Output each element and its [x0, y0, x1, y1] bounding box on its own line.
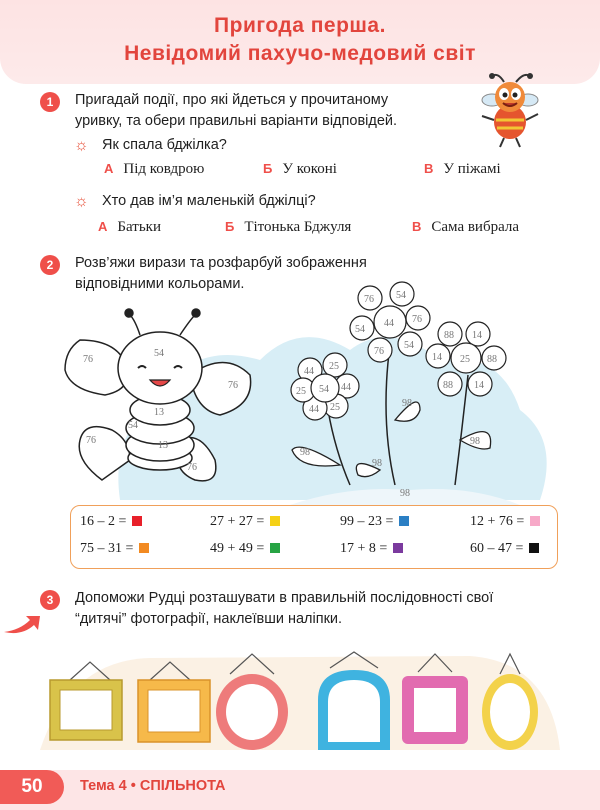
answer-option[interactable]: В Сама вибрала [412, 219, 520, 235]
task3-text-line1: Допоможи Рудці розташувати в правильній послідовності свої [75, 590, 494, 606]
expression: 12 + 76 = [470, 514, 540, 530]
task1-text-line2: уривку, та обери правильні варіанти відповідей. [75, 113, 398, 129]
theme-label: Тема 4 • СПІЛЬНОТА [80, 778, 226, 794]
answer-option[interactable]: А Батьки [98, 219, 161, 235]
svg-text:76: 76 [374, 346, 384, 357]
question-1: Як спала бджілка? [102, 137, 227, 153]
color-swatch [132, 516, 142, 526]
page-number: 50 [0, 770, 64, 804]
svg-text:76: 76 [83, 354, 93, 365]
task-number-3: 3 [40, 590, 60, 610]
svg-text:76: 76 [86, 435, 96, 446]
task-number-2: 2 [40, 255, 60, 275]
svg-text:13: 13 [154, 407, 164, 418]
color-swatch [270, 543, 280, 553]
color-swatch [270, 516, 280, 526]
svg-text:25: 25 [296, 386, 306, 397]
rudka-bee-icon [470, 70, 550, 150]
color-swatch [529, 543, 539, 553]
answer-option[interactable]: В У піжамі [424, 161, 501, 177]
answer-option[interactable]: Б Тітонька Бджуля [225, 219, 352, 235]
svg-text:14: 14 [474, 380, 484, 391]
svg-text:76: 76 [228, 380, 238, 391]
svg-text:25: 25 [460, 354, 470, 365]
expression: 17 + 8 = [340, 541, 403, 557]
expression: 49 + 49 = [210, 541, 280, 557]
svg-text:54: 54 [154, 348, 164, 359]
svg-text:54: 54 [128, 420, 138, 431]
svg-text:98: 98 [372, 458, 382, 469]
svg-text:25: 25 [329, 361, 339, 372]
svg-text:44: 44 [384, 318, 394, 329]
color-swatch [393, 543, 403, 553]
svg-text:54: 54 [355, 324, 365, 335]
page-title-line1: Пригода перша. [214, 14, 386, 37]
svg-text:76: 76 [187, 462, 197, 473]
expression: 27 + 27 = [210, 514, 280, 530]
expression: 60 – 47 = [470, 541, 539, 557]
task1-text-line1: Пригадай події, про які йдеться у прочитаному [75, 92, 389, 108]
expression: 99 – 23 = [340, 514, 409, 530]
svg-text:88: 88 [443, 380, 453, 391]
answer-option[interactable]: А Під ковдрою [104, 161, 205, 177]
expression: 75 – 31 = [80, 541, 149, 557]
svg-text:76: 76 [364, 294, 374, 305]
svg-text:98: 98 [400, 488, 410, 499]
svg-text:44: 44 [341, 382, 351, 393]
question-2: Хто дав ім’я маленькій бджілці? [102, 193, 316, 209]
task2-text-line1: Розв’яжи вирази та розфарбуй зображення [75, 255, 367, 271]
page-title-line2: Невідомий пахучо-медовий світ [124, 42, 476, 65]
svg-text:54: 54 [404, 340, 414, 351]
sun-bullet-icon: ☼ [74, 193, 89, 210]
task3-text-line2: “дитячі” фотографії, наклеївши наліпки. [75, 611, 343, 627]
color-swatch [530, 516, 540, 526]
task2-text-line2: відповідними кольорами. [75, 276, 245, 292]
svg-text:98: 98 [402, 398, 412, 409]
color-swatch [139, 543, 149, 553]
task-number-1: 1 [40, 92, 60, 112]
svg-text:44: 44 [309, 404, 319, 415]
svg-text:88: 88 [444, 330, 454, 341]
answer-option[interactable]: Б У коконі [263, 161, 337, 177]
svg-text:14: 14 [432, 352, 442, 363]
svg-text:76: 76 [412, 314, 422, 325]
pointer-arrow-icon [2, 612, 42, 638]
svg-text:54: 54 [319, 384, 329, 395]
svg-text:13: 13 [158, 440, 168, 451]
svg-text:25: 25 [330, 402, 340, 413]
svg-text:54: 54 [396, 290, 406, 301]
svg-text:98: 98 [470, 436, 480, 447]
svg-text:88: 88 [487, 354, 497, 365]
svg-text:44: 44 [304, 366, 314, 377]
svg-text:98: 98 [300, 447, 310, 458]
photo-frames[interactable] [30, 640, 570, 760]
coloring-picture[interactable] [50, 280, 570, 505]
expression: 16 – 2 = [80, 514, 142, 530]
color-swatch [399, 516, 409, 526]
sun-bullet-icon: ☼ [74, 137, 89, 154]
svg-text:14: 14 [472, 330, 482, 341]
